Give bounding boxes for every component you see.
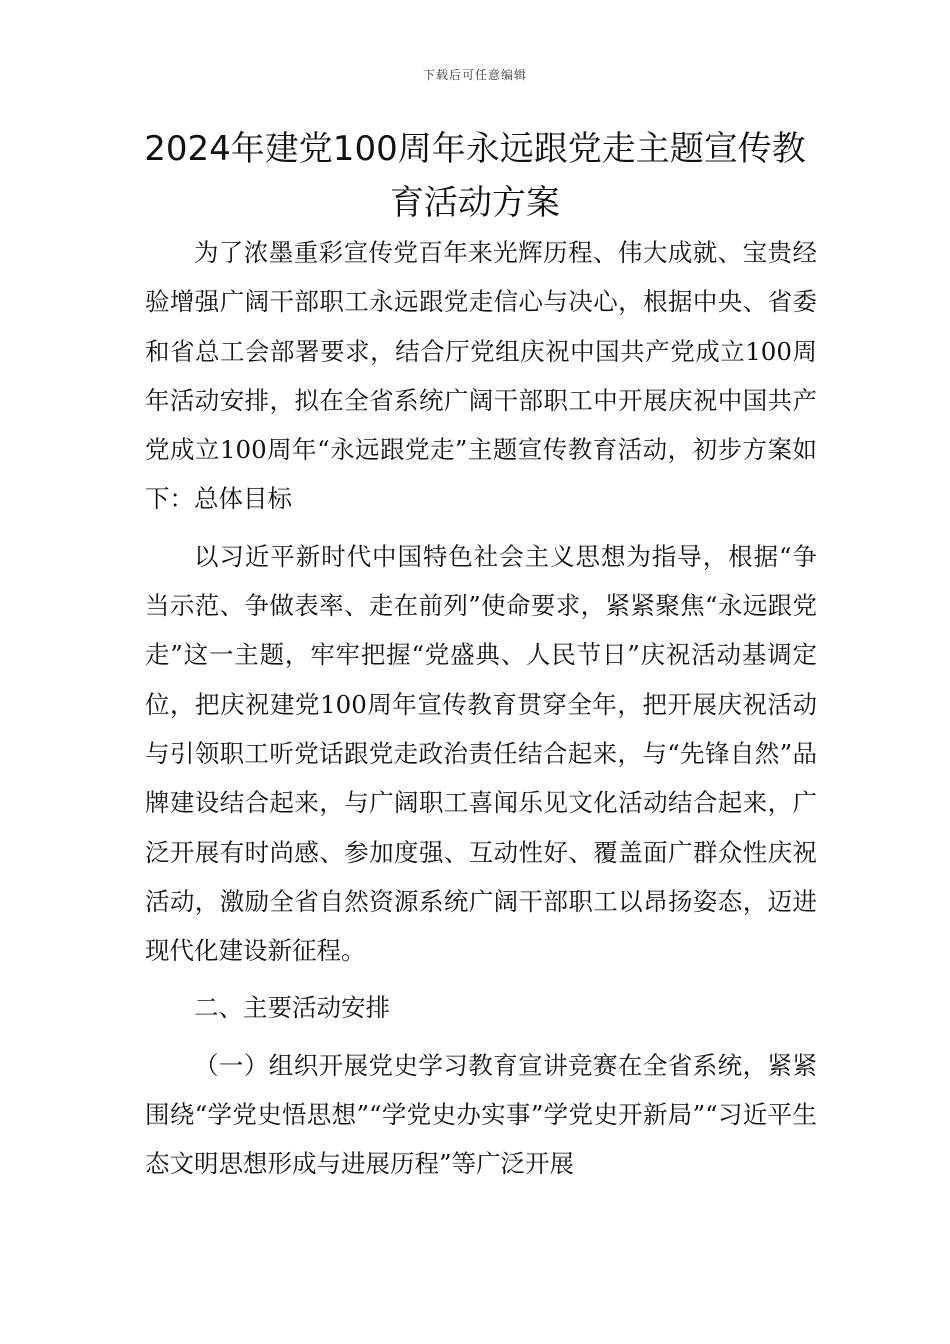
header-note: 下载后可任意编辑 <box>422 68 527 82</box>
paragraph-goal: 以习近平新时代中国特色社会主义思想为指导，根据“争当示范、争做表率、走在前列”使命要求，紧紧聚焦“永远跟党走”这一主题，牢牢把握“党盛典、人民节日”庆祝活动基调定位，把庆祝建党100周年宣传教育贯穿全年，把开展庆祝活动与引领职工听党话跟党走政治责任结合起来，与“先锋自然”品牌建设结合起来，与广阔职工喜闻乐见文化活动结合起来，广泛开展有时尚感、参加度强、互动性好、覆盖面广群众性庆祝活动，激励全省自然资源系统广阔干部职工以昂扬姿态，迈进现代化建设新征程。 <box>145 541 817 966</box>
paragraph-intro: 为了浓墨重彩宣传党百年来光辉历程、伟大成就、宝贵经验增强广阔干部职工永远跟党走信心与决心，根据中央、省委和省总工会部署要求，结合厅党组庆祝中国共产党成立100周年活动安排，拟在全省系统广阔干部职工中开展庆祝中国共产党成立100周年“永远跟党走”主题宣传教育活动，初步方案如下：总体目标 <box>145 238 817 514</box>
document-body <box>145 228 817 1189</box>
paragraph-activity-1: （一）组织开展党史学习教育宣讲竞赛在全省系统，紧紧围绕“学党史悟思想”“学党史办实事”学党史开新局”“习近平生态文明思想形成与进展历程”等广泛开展 <box>145 1050 817 1179</box>
section-heading: 二、主要活动安排 <box>194 993 390 1023</box>
document-title: 2024年建党100周年永远跟党走主题宣传教育活动方案 <box>144 129 806 223</box>
